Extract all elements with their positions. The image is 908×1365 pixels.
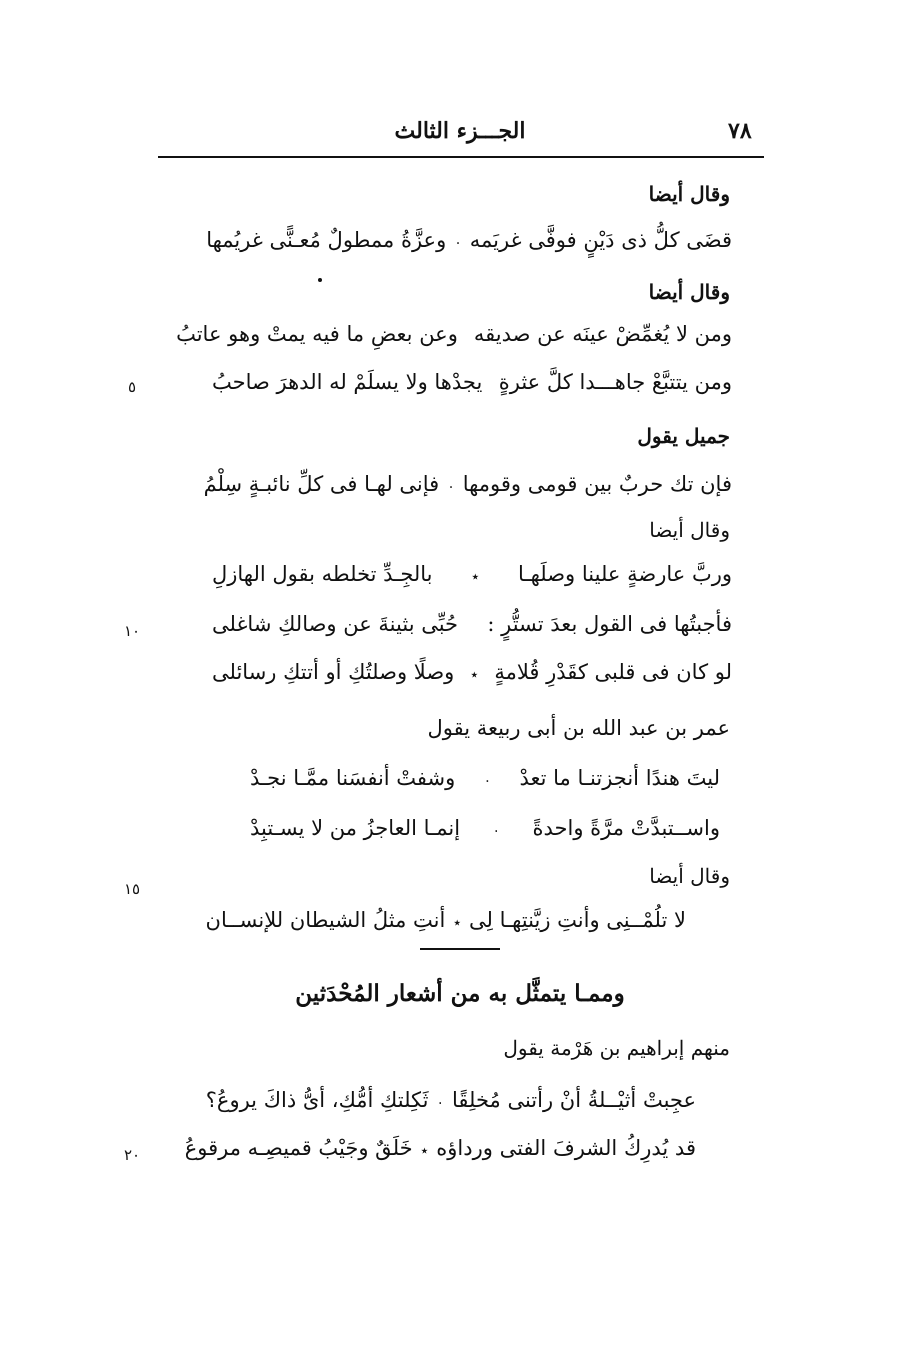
verse-second-hemistich: فإنى لهـا فى كلِّ نائبـةٍ سِلْمُ — [203, 472, 440, 496]
verse-second-hemistich: حُبِّى بثينةَ عن وصالكِ شاغلى — [211, 612, 459, 636]
poem-heading: جميل يقول — [637, 424, 730, 448]
poem-heading: وقال أيضا — [649, 518, 730, 542]
verse-line — [203, 472, 732, 496]
hemistich-separator: ٠ — [436, 1095, 445, 1111]
verse-first-hemistich: فإن تك حربٌ بين قومى وقومها — [462, 472, 732, 496]
verse-second-hemistich: ثَكِلتكِ أمُّكِ، أىُّ ذاكَ يروعُ؟ — [205, 1088, 429, 1112]
header-rule — [158, 156, 764, 158]
page-number: ٧٨ — [728, 118, 752, 144]
margin-line-number: ٢٠ — [123, 1146, 141, 1164]
verse-second-hemistich: وصلًا وصلتُكِ أو أتتكِ رسائلى — [212, 660, 455, 684]
hemistich-separator: ٭ — [470, 667, 479, 683]
verse-first-hemistich: قد يُدرِكُ الشرفَ الفتى ورداؤه — [436, 1136, 696, 1160]
margin-line-number: ١٠ — [123, 622, 141, 640]
margin-line-number: ١٥ — [123, 880, 141, 898]
poem-heading: منهم إبراهيم بن هَرْمة يقول — [503, 1036, 730, 1060]
verse-line — [205, 1088, 696, 1112]
verse-line — [205, 908, 686, 932]
hemistich-separator: ٭ — [471, 569, 480, 585]
ink-speck — [318, 278, 322, 282]
hemistich-separator: ٭ — [420, 1143, 429, 1159]
verse-line — [212, 562, 732, 586]
verse-first-hemistich: قضَى كلُّ ذى دَيْنٍ فوفَّى غريَمه — [469, 228, 732, 252]
verse-first-hemistich: واســتبدَّتْ مرَّةً واحدةً — [532, 816, 720, 840]
running-header-title: الجـــزء الثالث — [394, 118, 526, 144]
verse-first-hemistich: ليتَ هندًا أنجزتنـا ما تعدْ — [519, 766, 720, 790]
verse-first-hemistich: ومن يتتبَّعْ جاهـــدا كلَّ عثرةٍ — [498, 370, 732, 394]
hemistich-separator: ٠ — [454, 235, 462, 251]
verse-first-hemistich: فأجبتُها فى القول بعدَ تستُّرٍ : — [487, 612, 732, 636]
verse-first-hemistich: عجِبتْ أثيْــلةُ أنْ رأتنى مُخلِقًا — [452, 1088, 696, 1112]
verse-second-hemistich: وشفتْ أنفسَنا ممَّـا نجـدْ — [249, 766, 456, 790]
hemistich-separator: ٠ — [447, 479, 455, 495]
poem-heading: وقال أيضا — [648, 280, 730, 304]
verse-first-hemistich: لا تلُمْــنِى وأنتِ زيَّنتِهـا لِى — [469, 908, 686, 932]
verse-second-hemistich: بالجِـدِّ تخلطه بقول الهازلِ — [212, 562, 433, 586]
verse-line — [184, 1136, 696, 1160]
verse-second-hemistich: يجدْها ولا يسلَمْ له الدهرَ صاحبُ — [212, 370, 483, 394]
poem-heading: وقال أيضا — [648, 182, 730, 206]
verse-line — [176, 322, 732, 346]
hemistich-separator: ٠ — [492, 823, 501, 839]
verse-first-hemistich: ومن لا يُغمِّضْ عينَه عن صديقه — [473, 322, 732, 346]
verse-line — [212, 612, 732, 636]
poem-heading: عمر بن عبد الله بن أبى ربيعة يقول — [427, 716, 730, 740]
hemistich-separator: ٭ — [453, 915, 461, 931]
verse-first-hemistich: وربَّ عارضةٍ علينا وصلَهـا — [518, 562, 732, 586]
verse-line — [212, 660, 732, 684]
verse-second-hemistich: أنتِ مثلُ الشيطان للإنســان — [205, 908, 446, 932]
hemistich-separator: ٠ — [483, 773, 492, 789]
verse-second-hemistich: وعن بعضِ ما فيه يمتْ وهو عاتبُ — [176, 322, 458, 346]
section-title: وممـا يتمثَّل به من أشعار المُحْدَثين — [295, 980, 625, 1007]
verse-second-hemistich: خَلَقٌ وجَيْبُ قميصِـه مرقوعُ — [184, 1136, 413, 1160]
verse-first-hemistich: لو كان فى قلبى كقَدْرِ قُلامةٍ — [494, 660, 732, 684]
verse-second-hemistich: إنمـا العاجزُ من لا يسـتبِدْ — [250, 816, 461, 840]
verse-line — [212, 370, 732, 394]
verse-line — [250, 766, 720, 790]
margin-line-number: ٥ — [127, 378, 137, 396]
verse-line — [206, 228, 732, 252]
verse-second-hemistich: وعزَّةُ ممطولٌ مُعـنًّى غريُمها — [206, 228, 447, 252]
poem-heading: وقال أيضا — [649, 864, 730, 888]
verse-line — [250, 816, 720, 840]
section-divider — [420, 948, 500, 950]
